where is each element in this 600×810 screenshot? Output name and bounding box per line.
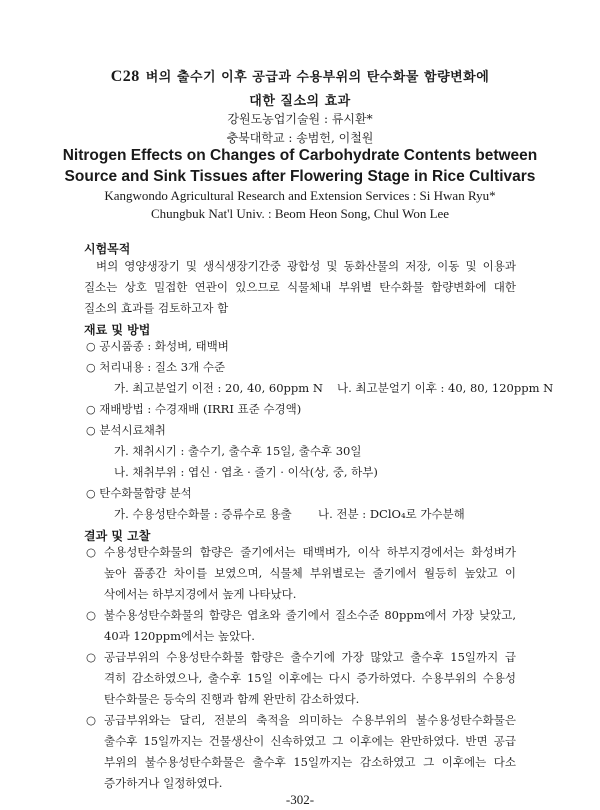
method-item-5-text: 탄수화물함량 분석 [99,486,192,500]
result-4-line-3: 부위의 불수용성탄수화물은 출수후 15일까지는 감소하였고 그 이후에는 다소 [104,755,516,769]
result-4-line-4: 증가하거나 일정하였다. [104,776,223,790]
method-item-1 [86,336,229,357]
result-1-line-2: 높아 품종간 차이를 보였으며, 식물체 부위별로는 줄기에서 월등히 높았고 이 [104,566,516,580]
bullet-circle: ○ [86,361,96,374]
result-bullet-3: ○ [86,650,97,664]
bullet-circle: ○ [86,487,96,500]
method-item-5-sub-b: 나. 전분 : DClO₄로 가수분해 [318,507,465,521]
method-item-2-sub-a: 가. 최고분얼기 이전 : 20, 40, 60ppm N [114,381,323,395]
paper-title-ko-line2: 대한 질소의 효과 [249,94,351,109]
purpose-line-3: 질소의 효과를 검토하고자 함 [84,301,229,315]
method-item-4-sub-a: 가. 채취시기 : 출수기, 출수후 15일, 출수후 30일 [114,444,362,458]
method-item-4-sub-b: 나. 채취부위 : 엽신 · 엽초 · 줄기 · 이삭(상, 중, 하부) [114,465,378,479]
paper-title-en-line2: Source and Sink Tissues after Flowering Stage in Rice Cultivars [64,168,536,185]
method-item-2-text: 처리내용 : 질소 3개 수준 [99,360,226,374]
result-bullet-1: ○ [86,545,97,559]
method-item-3-text: 재배방법 : 수경재배 (IRRI 표준 수경액) [99,402,302,416]
page-number: -302- [285,792,315,807]
result-2-line-2: 40과 120ppm에서는 높았다. [104,629,255,643]
bullet-circle: ○ [86,403,96,416]
result-1-line-1: 수용성탄수화물의 함량은 줄기에서는 태백벼가, 이삭 하부지경에서는 화성벼가 [104,545,516,559]
method-item-3 [86,399,301,420]
result-4-line-1: 공급부위와는 달리, 전분의 축적을 의미하는 수용부위의 불수용성탄수화물은 [104,713,516,727]
bullet-circle: ○ [86,340,96,353]
result-2-line-1: 불수용성탄수화물의 함량은 엽초와 줄기에서 질소수준 80ppm에서 가장 낮았고, [104,608,516,622]
paper-title-en-line1: Nitrogen Effects on Changes of Carbohydrate Contents between [62,147,538,164]
result-bullet-2: ○ [86,608,97,622]
result-1-line-3: 삭에서는 하부지경에서 높게 나타났다. [104,587,297,601]
author-en-2: Chungbuk Nat'l Univ. : Beom Heon Song, Chul Won Lee [150,206,450,221]
result-bullet-4: ○ [86,713,97,727]
paper-title-ko-line1: 벼의 출수기 이후 공급과 수용부위의 탄수화물 함량변화에 [145,70,490,85]
method-item-2-sub-b: 나. 최고분얼기 이후 : 40, 80, 120ppm N [337,381,554,395]
result-4-line-2: 출수후 15일까지는 건물생산이 신속하였고 그 이후에는 완만하였다. 반면 공급 [104,734,516,748]
result-3-line-1: 공급부위의 수용성탄수화물 함량은 출수기에 가장 많았고 출수후 15일까지 급 [104,650,516,664]
method-item-2 [86,357,225,378]
author-en-1: Kangwondo Agricultural Research and Extension Services : Si Hwan Ryu* [104,188,496,203]
section-heading-results: 결과 및 고찰 [84,529,151,543]
paper-code: C28 [110,68,140,85]
result-3-line-3: 탄수화물은 등숙의 진행과 함께 완만히 감소하였다. [104,692,360,706]
method-item-1-text: 공시품종 : 화성벼, 태백벼 [99,339,229,353]
method-item-4 [86,420,166,441]
purpose-line-2: 질소는 상호 밀접한 연관이 있으므로 식물체내 부위별 탄수화물 함량변화에 대한 [84,280,516,294]
author-ko-1: 강원도농업기술원 : 류시환* [227,112,373,126]
author-ko-2: 충북대학교 : 송범헌, 이철원 [226,131,374,145]
method-item-4-text: 분석시료채취 [99,423,166,437]
method-item-5 [86,483,192,504]
section-heading-methods: 재료 및 방법 [84,323,151,337]
method-item-5-sub-a: 가. 수용성탄수화물 : 증류수로 용출 [114,507,292,521]
purpose-line-1: 벼의 영양생장기 및 생식생장기간중 광합성 및 동화산물의 저장, 이동 및 이용과 [96,259,516,273]
section-heading-purpose: 시험목적 [84,242,131,256]
paper-title-ko [0,66,600,86]
result-3-line-2: 격히 감소하였으나, 출수후 15일 이후에는 다시 증가하였다. 수용부위의 수용성 [104,671,516,685]
bullet-circle: ○ [86,424,96,437]
